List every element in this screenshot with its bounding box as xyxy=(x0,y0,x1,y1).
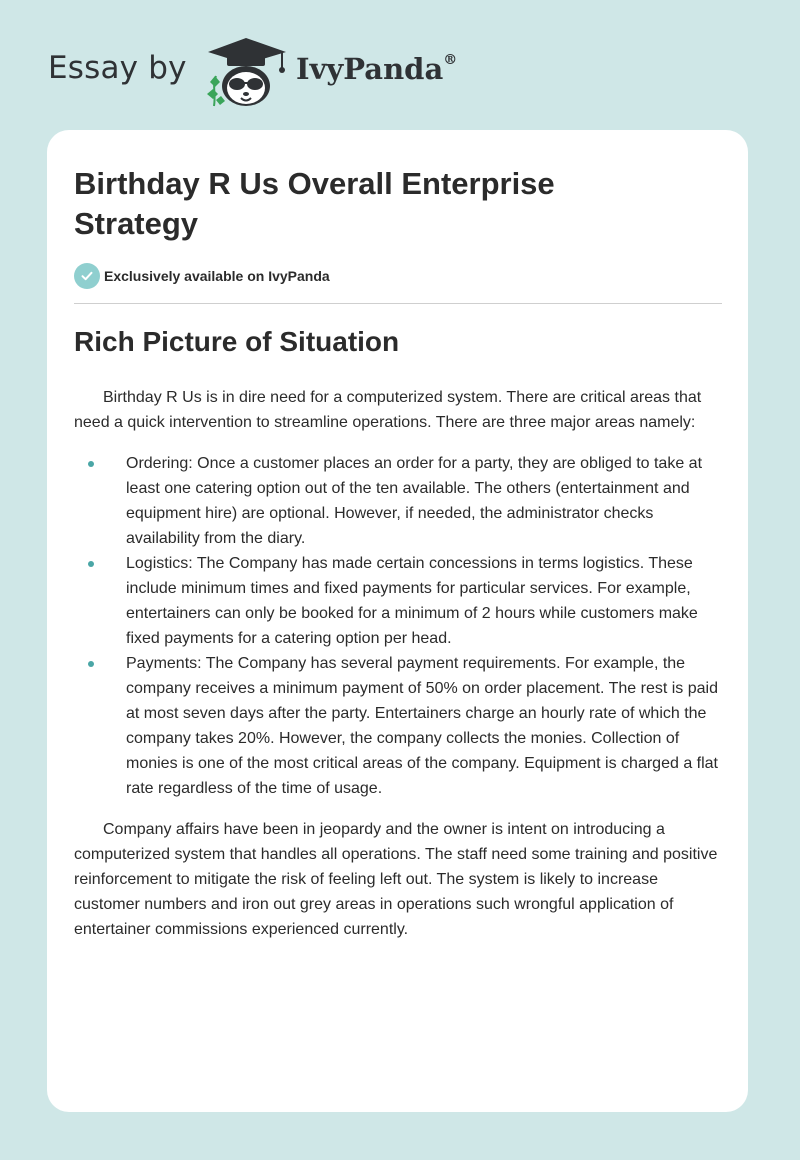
list-item xyxy=(74,551,724,651)
list-item-text: Logistics: The Company has made certain concessions in terms logistics. These include minimum times and fixed payments for particular services. For example, entertainers can only be booked for a minimum of 2 hours while customers make fixed payments for a catering option per head. xyxy=(126,555,698,647)
site-header xyxy=(0,0,800,120)
bullet-dot-icon xyxy=(88,461,94,467)
bullet-dot-icon xyxy=(88,661,94,667)
check-icon xyxy=(74,263,100,289)
essay-title: Birthday R Us Overall Enterprise Strategy xyxy=(74,166,555,241)
list-item-text: Payments: The Company has several payment requirements. For example, the company receives a minimum payment of 50% on order placement. The rest is paid at most seven days after the party. Entertainers charge an hourly rate of which the company takes 20%. However, the company collects the monies. Collection of monies is one of the most critical areas of the company. Equipment is charged a flat rate regardless of the time of usage. xyxy=(126,655,718,797)
list-item-text: Ordering: Once a customer places an order for a party, they are obliged to take at least one catering option out of the ten available. The others (entertainment and equipment hire) are optional. However, if needed, the administrator checks availability from the diary. xyxy=(126,455,703,547)
intro-paragraph: Birthday R Us is in dire need for a computerized system. There are critical areas that need a quick intervention to streamline operations. There are three major areas namely: xyxy=(74,389,702,431)
exclusive-label: Exclusively available on IvyPanda xyxy=(104,268,330,284)
closing-paragraph: Company affairs have been in jeopardy and the owner is intent on introducing a computerized system that handles all operations. The staff need some training and positive reinforcement to mitigate the risk of feeling left out. The system is likely to increase customer numbers and iron out grey areas in operations such wrongful application of entertainer commissions experienced currently. xyxy=(74,821,718,938)
panda-graduate-icon[interactable] xyxy=(200,36,292,108)
bullet-dot-icon xyxy=(88,561,94,567)
list-item xyxy=(74,651,724,801)
essay-body xyxy=(74,385,724,942)
section-heading: Rich Picture of Situation xyxy=(74,326,400,357)
list-item xyxy=(74,451,724,551)
essay-by-label: Essay by xyxy=(48,50,187,86)
registered-mark: ® xyxy=(443,52,458,69)
exclusive-badge xyxy=(74,263,330,289)
bullet-list xyxy=(74,451,724,801)
brand-label: IvyPanda xyxy=(296,52,444,86)
brand-name[interactable] xyxy=(296,52,457,86)
essay-card xyxy=(47,130,748,1112)
divider xyxy=(74,303,722,304)
